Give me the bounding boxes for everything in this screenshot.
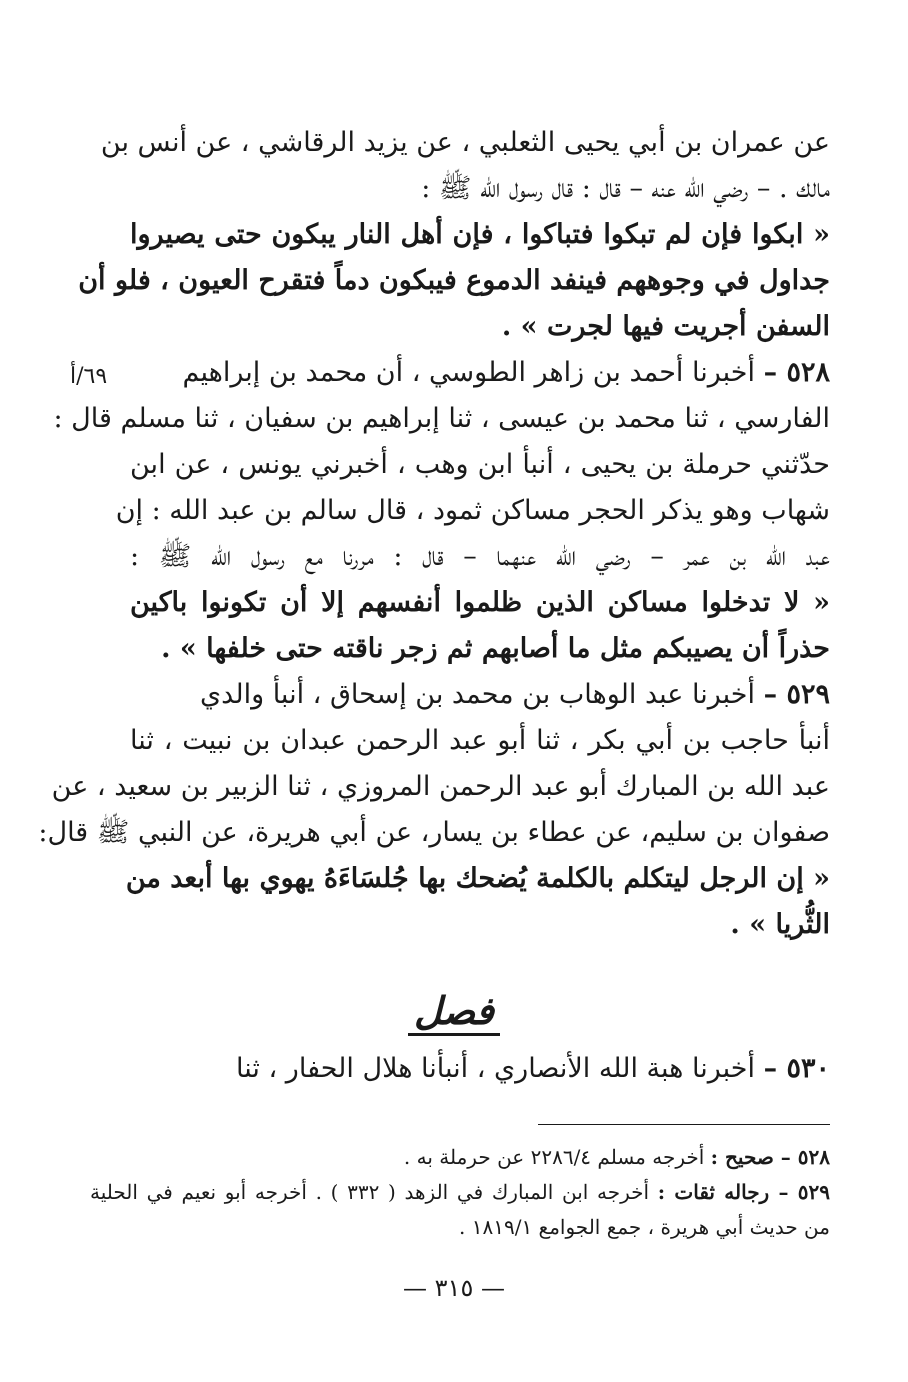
section-heading xyxy=(0,988,908,1033)
text-line xyxy=(130,350,830,396)
text-line: عبد الله بن المبارك أبو عبد الرحمن المروزي ، ثنا الزبير بن سعيد ، عن xyxy=(51,771,830,802)
page-number: — ٣١٥ — xyxy=(403,1274,505,1302)
footnote xyxy=(90,1140,830,1175)
text-line-content: أخبرنا أحمد بن زاهر الطوسي ، أن محمد بن إبراهيم xyxy=(182,357,755,388)
text-line: عبد الله بن عمر – رضي الله عنهما – قال : مررنا مع رسول الله ﷺ : xyxy=(130,541,830,572)
hadith-text-line: حذراً أن يصيبكم مثل ما أصابهم ثم زجر ناقته حتى خلفها » . xyxy=(161,633,830,664)
section-start xyxy=(130,1046,830,1092)
text-line: مالك . – رضي الله عنه – قال : قال رسول الله ﷺ : xyxy=(421,173,830,204)
footnote-label: ٥٢٩ – رجاله ثقات : xyxy=(657,1180,831,1204)
hadith-number: ٥٢٩ – xyxy=(763,679,830,710)
footnote-divider xyxy=(538,1124,830,1125)
hadith-text-line: « لا تدخلوا مساكن الذين ظلموا أنفسهم إلا أن تكونوا باكين xyxy=(130,587,830,618)
hadith-text-line: جداول في وجوههم فينفد الدموع فيبكون دماً فتقرح العيون ، فلو أن xyxy=(78,265,830,296)
footnote-text: أخرجه مسلم ٢٢٨٦/٤ عن حرملة به . xyxy=(403,1145,705,1169)
hadith-text-line: « إن الرجل ليتكلم بالكلمة يُضحك بها جُلسَاءَهُ يهوي بها أبعد من xyxy=(125,863,830,894)
text-line: شهاب وهو يذكر الحجر مساكن ثمود ، قال سالم بن عبد الله : إن xyxy=(115,495,830,526)
footnote-label: ٥٢٨ – صحيح : xyxy=(710,1145,830,1169)
margin-note: ٦٩/أ xyxy=(70,364,108,389)
hadith-number: ٥٢٨ – xyxy=(763,357,830,388)
section-heading-text: فصل xyxy=(408,988,500,1036)
hadith-text-line: السفن أجريت فيها لجرت » . xyxy=(501,311,830,342)
text-line xyxy=(130,672,830,718)
hadith-number: ٥٣٠ – xyxy=(763,1053,830,1084)
text-line: عن عمران بن أبي يحيى الثعلبي ، عن يزيد الرقاشي ، عن أنس بن xyxy=(100,127,830,158)
text-line-content: أخبرنا عبد الوهاب بن محمد بن إسحاق ، أنبأ والدي xyxy=(200,679,755,710)
text-line: حدّثني حرملة بن يحيى ، أنبأ ابن وهب ، أخبرني يونس ، عن ابن xyxy=(130,449,830,480)
footnote-text: أخرجه ابن المبارك في الزهد ( ٣٣٢ ) . أخرجه أبو نعيم في الحلية xyxy=(90,1180,650,1204)
text-line: الفارسي ، ثنا محمد بن عيسى ، ثنا إبراهيم بن سفيان ، ثنا مسلم قال : xyxy=(53,403,830,434)
footnote-continuation: من حديث أبي هريرة ، جمع الجوامع ١٨١٩/١ . xyxy=(459,1215,830,1239)
footnote xyxy=(90,1175,830,1210)
footnotes xyxy=(90,1140,830,1245)
text-line-content: أخبرنا هبة الله الأنصاري ، أنبأنا هلال الحفار ، ثنا xyxy=(236,1053,755,1084)
text-line: أنبأ حاجب بن أبي بكر ، ثنا أبو عبد الرحمن عبدان بن نبيت ، ثنا xyxy=(130,725,830,756)
text-line: صفوان بن سليم، عن عطاء بن يسار، عن أبي هريرة، عن النبي ﷺ قال: xyxy=(38,817,830,848)
hadith-text-line: الثُّريا » . xyxy=(730,909,830,940)
text-line xyxy=(130,1046,830,1092)
hadith-text-line: « ابكوا فإن لم تبكوا فتباكوا ، فإن أهل النار يبكون حتى يصيروا xyxy=(130,219,830,250)
